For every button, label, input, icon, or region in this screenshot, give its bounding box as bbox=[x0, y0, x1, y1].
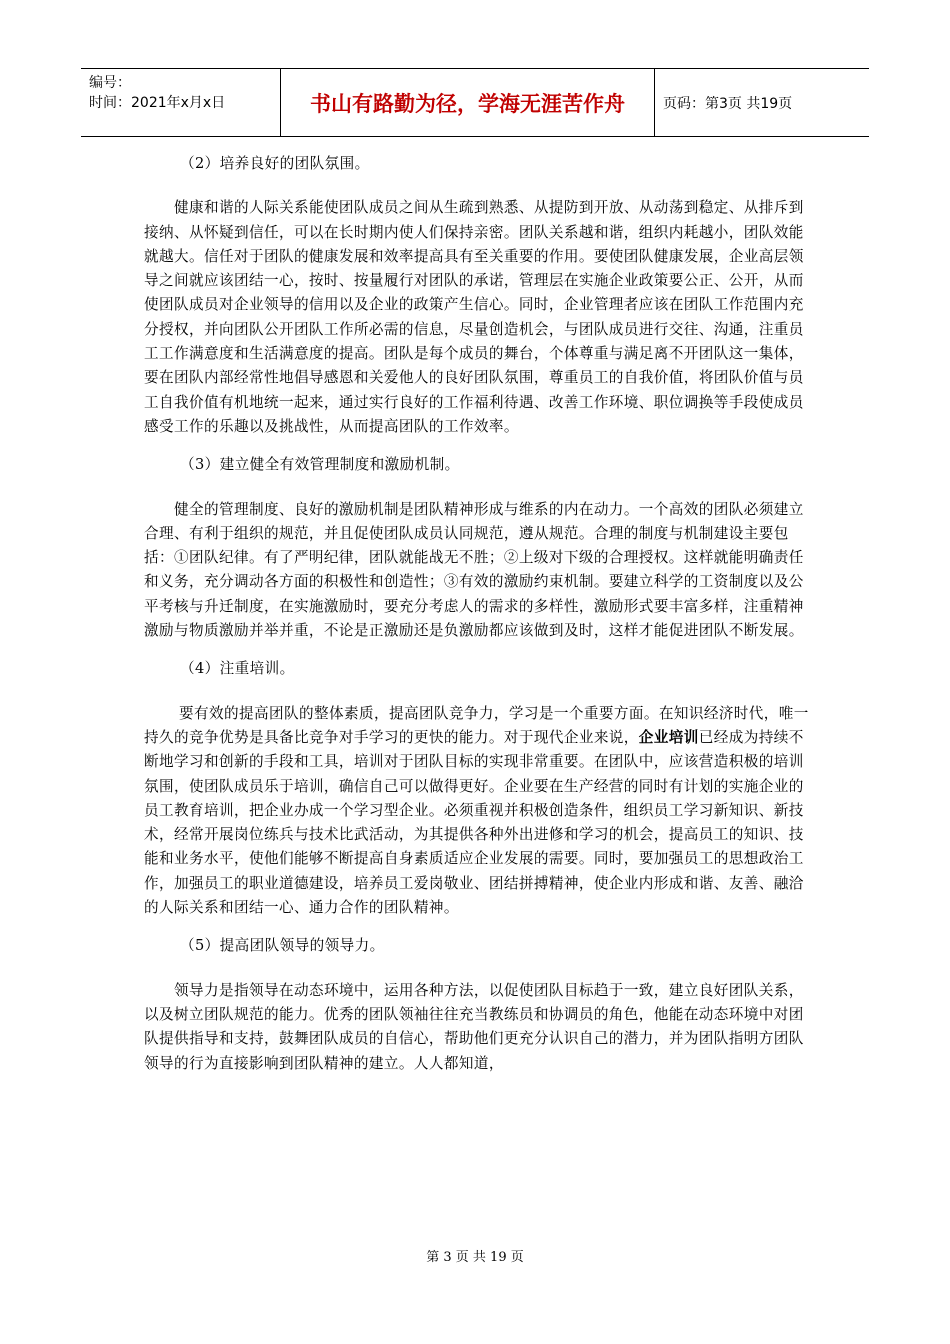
section-paragraph-4-text-b: 已经成为持续不断地学习和创新的手段和工具，培训对于团队目标的实现非常重要。在团队中，应该营造积极的培训氛围，使团队成员乐于培训，确信自己可以做得更好。企业要在生产经营的同时有计划的实施企业的员工教育培训，把企业办成一个学习型企业。必须重视并积极创造条件，组织员工学习新知识、新技术，经常开展岗位练兵与技术比武活动，为其提供各种外出进修和学习的机会，提高员工的知识、技能和业务水平，使他们能够不断提高自身素质适应企业发展的需要。同时，要加强员工的思想政治工作，加强员工的职业道德建设，培养员工爱岗敬业、团结拼搏精神，使企业内形成和谐、友善、融洽的人际关系和团结一心、通力合作的团队精神。 bbox=[144, 728, 804, 917]
header-page-info: 页码：第3页 共19页 bbox=[663, 95, 793, 112]
section-heading-5: （5）提高团队领导的领导力。 bbox=[180, 937, 385, 955]
section-heading-3: （3）建立健全有效管理制度和激励机制。 bbox=[180, 456, 460, 474]
document-body bbox=[144, 152, 812, 1076]
header-motto: 书山有路勤为径，学海无涯苦作舟 bbox=[281, 69, 655, 136]
page-footer: 第 3 页 共 19 页 bbox=[426, 1250, 524, 1265]
page-header bbox=[81, 68, 869, 137]
section-paragraph-2 bbox=[144, 196, 812, 439]
header-meta bbox=[81, 69, 281, 136]
section-paragraph-5-text: 领导力是指领导在动态环境中，运用各种方法，以促使团队目标趋于一致，建立良好团队关系，以及树立团队规范的能力。优秀的团队领袖往往充当教练员和协调员的角色，他能在动态环境中对团队提供指导和支持，鼓舞团队成员的自信心，帮助他们更充分认识自己的潜力，并为团队指明方团队领导的行为直接影响到团队精神的建立。人人都知道， bbox=[144, 981, 804, 1072]
section-paragraph-3 bbox=[144, 498, 812, 644]
section-paragraph-2-text: 健康和谐的人际关系能使团队成员之间从生疏到熟悉、从提防到开放、从动荡到稳定、从排斥到接纳、从怀疑到信任，可以在长时期内使人们保持亲密。团队关系越和谐，组织内耗越小，团队效能就越大。信任对于团队的健康发展和效率提高具有至关重要的作用。要使团队健康发展，企业高层领导之间就应该团结一心，按时、按量履行对团队的承诺，管理层在实施企业政策要公正、公开，从而使团队成员对企业领导的信用以及企业的政策产生信心。同时，企业管理者应该在团队工作范围内充分授权，并向团队公开团队工作所必需的信息，尽量创造机会，与团队成员进行交往、沟通，注重员工工作满意度和生活满意度的提高。团队是每个成员的舞台，个体尊重与满足离不开团队这一集体，要在团队内部经常性地倡导感恩和关爱他人的良好团队氛围，尊重员工的自我价值，将团队价值与员工自我价值有机地统一起来，通过实行良好的工作福利待遇、改善工作环境、职位调换等手段使成员感受工作的乐趣以及挑战性，从而提高团队的工作效率。 bbox=[144, 199, 804, 435]
section-paragraph-4 bbox=[144, 702, 812, 921]
code-label: 编号： bbox=[89, 75, 131, 91]
section-heading-2: （2）培养良好的团队氛围。 bbox=[180, 155, 370, 172]
section-paragraph-3-text: 健全的管理制度、良好的激励机制是团队精神形成与维系的内在动力。一个高效的团队必须建立合理、有利于组织的规范，并且促使团队成员认同规范，遵从规范。合理的制度与机制建设主要包括：①团队纪律。有了严明纪律，团队就能战无不胜；②上级对下级的合理授权。这样就能明确责任和义务，充分调动各方面的积极性和创造性；③有效的激励约束机制。要建立科学的工资制度以及公平考核与升迁制度，在实施激励时，要充分考虑人的需求的多样性，激励形式要丰富多样，注重精神激励与物质激励并举并重，不论是正激励还是负激励都应该做到及时，这样才能促进团队不断发展。 bbox=[144, 500, 804, 640]
corporate-training-link: 企业培训 bbox=[638, 728, 699, 746]
section-paragraph-5 bbox=[144, 979, 812, 1076]
section-heading-4: （4）注重培训。 bbox=[180, 660, 295, 678]
date-label: 时间：2021年x月x日 bbox=[89, 95, 226, 111]
section-paragraph-4-text-a: 要有效的提高团队的整体素质，提高团队竞争力，学习是一个重要方面。在知识经济时代，唯一持久的竞争优势是具备比竞争对手学习的更快的能力。对于现代企业来说， bbox=[144, 704, 809, 746]
